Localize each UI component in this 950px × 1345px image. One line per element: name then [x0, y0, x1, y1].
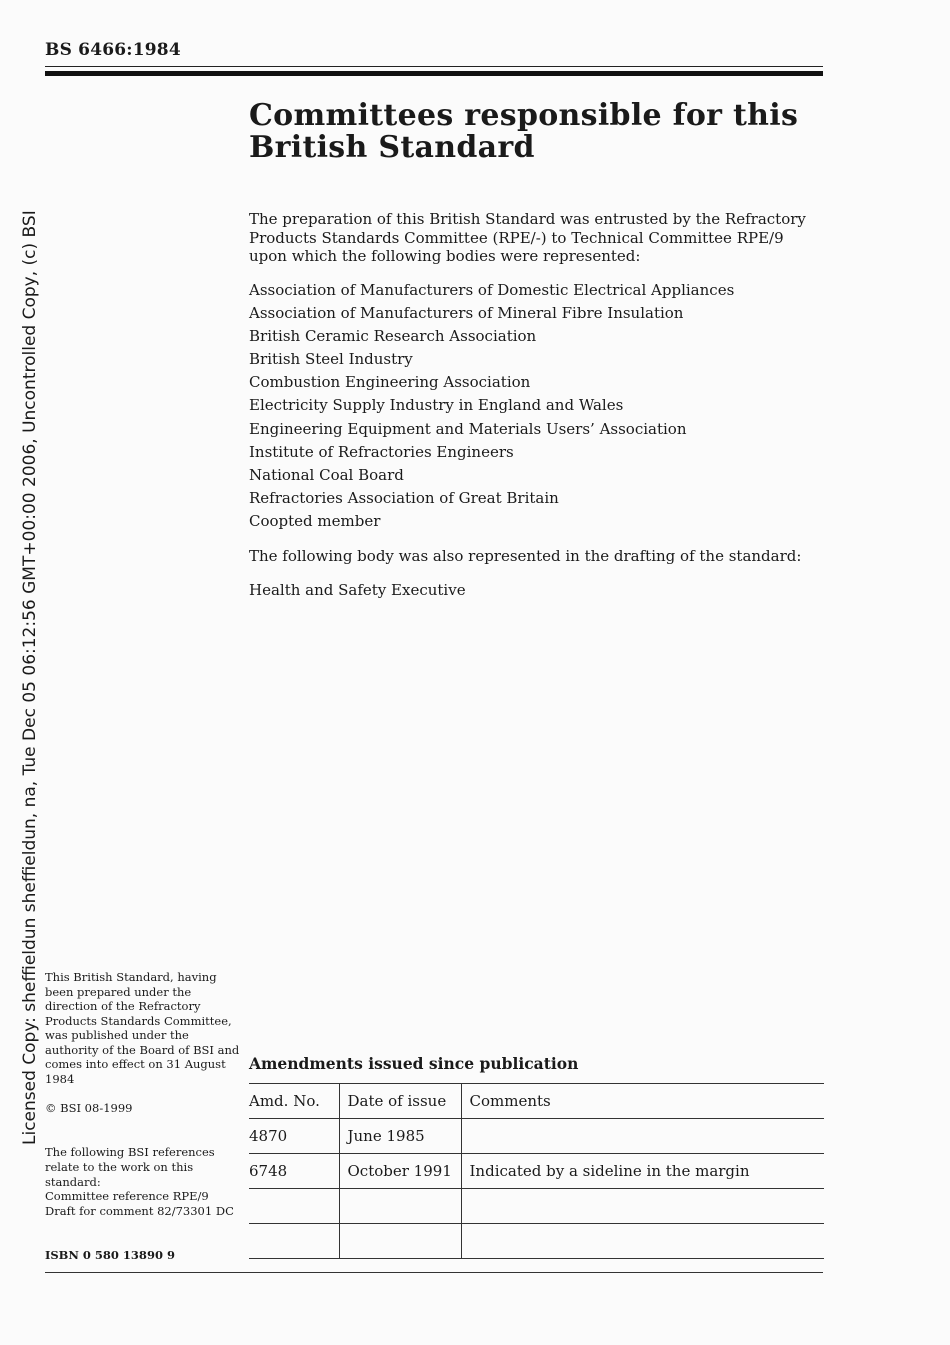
list-item: Coopted member — [249, 511, 381, 530]
amendment-number — [249, 1189, 339, 1224]
list-item: British Steel Industry — [249, 350, 413, 369]
document-id: BS 6466:1984 — [45, 40, 181, 60]
date-of-issue — [339, 1224, 461, 1259]
table-row — [249, 1154, 824, 1189]
bsi-references — [45, 1145, 245, 1219]
list-item: Electricity Supply Industry in England and Wales — [249, 396, 624, 415]
amendments-title: Amendments issued since publication — [249, 1054, 579, 1073]
date-of-issue: June 1985 — [339, 1119, 461, 1154]
amendment-number: 6748 — [249, 1154, 339, 1189]
date-of-issue: October 1991 — [339, 1154, 461, 1189]
isbn: ISBN 0 580 13890 9 — [45, 1248, 175, 1262]
references-intro: The following BSI references relate to the work on this standard: — [45, 1145, 215, 1189]
also-represented-body: Health and Safety Executive — [249, 581, 466, 599]
table-row — [249, 1189, 824, 1224]
column-header: Comments — [461, 1084, 824, 1119]
page-title: Committees responsible for this British Standard — [249, 98, 799, 165]
list-item: Refractories Association of Great Britain — [249, 488, 559, 507]
table-header-row — [249, 1084, 824, 1119]
list-item: Combustion Engineering Association — [249, 373, 531, 392]
amendments-table — [249, 1083, 824, 1259]
list-item: Engineering Equipment and Materials Users’ Association — [249, 419, 687, 438]
draft-reference: Draft for comment 82/73301 DC — [45, 1204, 234, 1219]
committee-reference: Committee reference RPE/9 — [45, 1189, 209, 1204]
header-rule-thick — [45, 71, 823, 76]
date-of-issue — [339, 1189, 461, 1224]
column-header: Date of issue — [339, 1084, 461, 1119]
header-rule-thin — [45, 66, 823, 67]
amendment-number — [249, 1224, 339, 1259]
list-item: British Ceramic Research Association — [249, 327, 537, 346]
represented-bodies-list — [249, 281, 734, 535]
table-row — [249, 1119, 824, 1154]
license-watermark: Licensed Copy: sheffieldun sheffieldun, na, Tue Dec 05 06:12:56 GMT+00:00 2006, Uncontrolled Copy, (c) BSI — [20, 210, 40, 1145]
amendment-number: 4870 — [249, 1119, 339, 1154]
list-item: Institute of Refractories Engineers — [249, 442, 514, 461]
footer-rule — [45, 1272, 823, 1273]
comments — [461, 1189, 824, 1224]
list-item: Association of Manufacturers of Domestic Electrical Appliances — [249, 281, 735, 299]
comments: Indicated by a sideline in the margin — [461, 1154, 824, 1189]
column-header: Amd. No. — [249, 1084, 339, 1119]
publication-note: This British Standard, having been prepared under the direction of the Refractory Products Standards Committee, was published under the authority of the Board of BSI and comes into effect on 31 August 1984 — [45, 970, 240, 1086]
list-item: National Coal Board — [249, 465, 404, 484]
copyright-notice: © BSI 08-1999 — [45, 1101, 133, 1115]
comments — [461, 1119, 824, 1154]
intro-paragraph: The preparation of this British Standard was entrusted by the Refractory Products Standards Committee (RPE/-) to Technical Committee RPE/9 upon which the following bodies were represented: — [249, 210, 806, 265]
also-represented-text: The following body was also represented in the drafting of the standard: — [249, 547, 802, 565]
comments — [461, 1224, 824, 1259]
list-item: Association of Manufacturers of Mineral Fibre Insulation — [249, 304, 684, 323]
table-row — [249, 1224, 824, 1259]
